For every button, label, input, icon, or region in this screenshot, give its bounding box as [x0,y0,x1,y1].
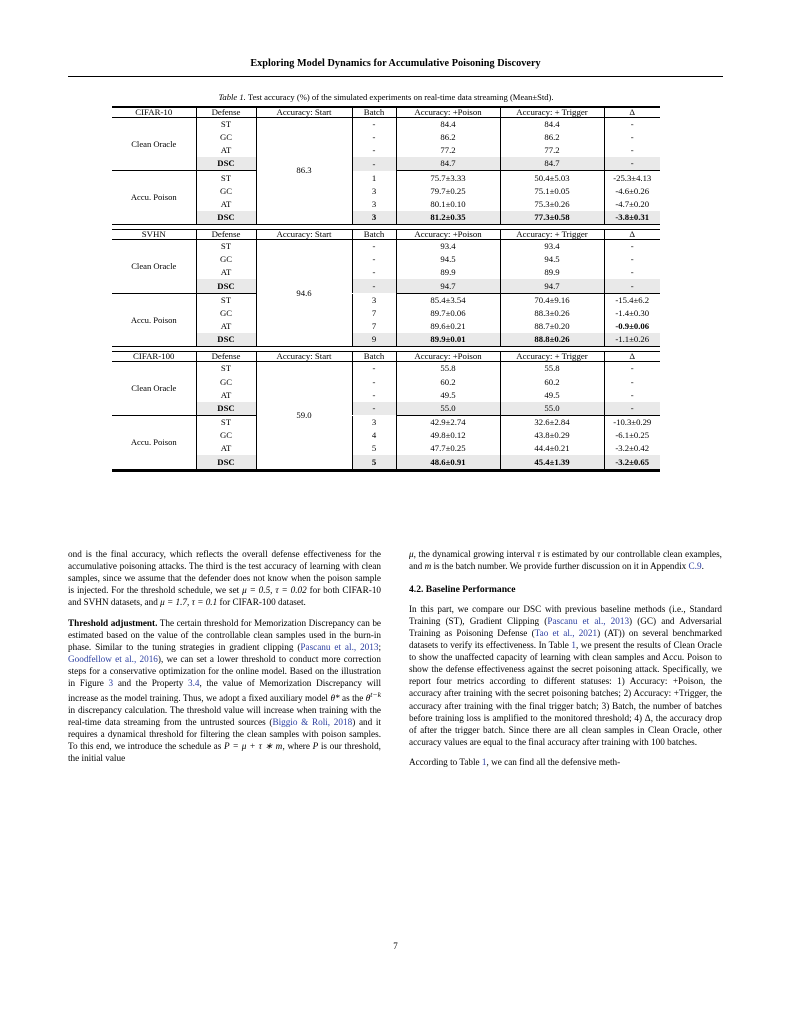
cell-batch: - [352,402,396,416]
text-run: ), we can set a lower threshold to conduct more correction steps for a conservative optimization for the online model. Based on the illustration in Figure [68,653,381,688]
cell-defense: AT [196,144,256,157]
dataset-name-header: CIFAR-100 [133,351,175,362]
column-header: Accuracy: + Trigger [500,230,604,239]
math-run: P = μ + τ ∗ m [223,741,283,752]
cell-batch: 3 [352,416,396,429]
table-row [112,362,660,375]
cell-delta: -10.3±0.29 [604,416,660,429]
cell-defense: ST [196,118,256,131]
body-column-left [68,548,381,764]
cell-accuracy-trigger: 75.1±0.05 [500,184,604,197]
cell-accuracy-poison: 75.7±3.33 [396,171,500,184]
cell-accuracy-poison: 77.2 [396,144,500,157]
text-run: and the Property [113,677,189,688]
cell-accuracy-poison: 79.7±0.25 [396,184,500,197]
table-row [112,171,660,184]
cell-delta: -3.2±0.65 [604,455,660,469]
cell-delta: - [604,402,660,416]
dataset-name-header: SVHN [141,229,166,240]
math-run: θ* [330,693,340,704]
column-header: Δ [604,108,660,117]
cell-accuracy-trigger: 77.3±0.58 [500,211,604,225]
table-reference-link[interactable]: 1 [481,757,487,768]
text-run: The certain threshold for Memorization Discrepancy can be estimated based on the value of the controllable clean samples used in the burn-in phase. Similar to the tuning strategies in gradient clipping ( [68,617,381,652]
cell-defense: DSC [196,279,256,293]
cell-defense: DSC [196,211,256,225]
cell-batch: - [352,253,396,266]
cell-accuracy-trigger: 94.5 [500,253,604,266]
citation-link[interactable]: Pascanu et al., 2013 [547,616,630,627]
text-run: , we present the results of Clean Oracle to show the unaffected capacity of learning with clean samples and Accu. Poison to show the defense effectiveness against the secret poisoning attack. Specifically, we report four metrics according to different statuses: 1) Accuracy: +Poison, the accuracy after training with the secret poisoning batches; 2) Accuracy: +Trigger, the accuracy after training with the final trigger batch; 3) Batch, the number of batches before training loss is amplified to the monitored threshold; 4) Δ, the accuracy drop of after the trigger batch. Since there are all clean samples in Clean Oracle, other accuracy values are equal to the final accuracy after training with 100 batches. [409,640,722,747]
cell-accuracy-trigger: 60.2 [500,375,604,388]
cell-batch: - [352,240,396,253]
column-header: Accuracy: Start [256,230,352,239]
cell-defense: GC [196,253,256,266]
citation-link[interactable]: Goodfellow et al., 2016 [68,653,158,664]
cell-accuracy-start: 94.6 [256,240,352,347]
page-number: 7 [393,941,398,951]
cell-batch: 1 [352,171,396,184]
paragraph-according-to-table [409,756,722,768]
cell-batch: - [352,362,396,375]
text-run: In this part, we compare our DSC with previous baseline methods (i.e., Standard Training (ST), Gradient Clipping ( [409,604,722,627]
row-group-label: Clean Oracle [131,138,177,149]
cell-batch: 5 [352,455,396,469]
paragraph-threshold-adjustment [68,617,381,765]
cell-accuracy-poison: 86.2 [396,131,500,144]
text-run: as the [339,693,366,704]
cell-delta: - [604,131,660,144]
cell-accuracy-poison: 81.2±0.35 [396,211,500,225]
column-header: Defense [196,352,256,361]
cell-accuracy-trigger: 75.3±0.26 [500,198,604,211]
row-group-label: Accu. Poison [130,192,177,203]
row-group-label: Clean Oracle [131,260,177,271]
cell-batch: - [352,389,396,402]
cell-accuracy-poison: 89.9±0.01 [396,333,500,347]
cell-accuracy-trigger: 86.2 [500,131,604,144]
cell-defense: DSC [196,402,256,416]
cell-batch: 5 [352,442,396,455]
row-group-label: Clean Oracle [131,383,177,394]
column-header: Batch [352,108,396,117]
column-header: Δ [604,230,660,239]
text-run: ; [378,641,382,652]
cell-accuracy-poison: 42.9±2.74 [396,416,500,429]
cell-accuracy-poison: 94.5 [396,253,500,266]
column-header: Accuracy: Start [256,108,352,117]
cell-accuracy-trigger: 88.3±0.26 [500,307,604,320]
cell-accuracy-poison: 49.5 [396,389,500,402]
cell-defense: ST [196,416,256,429]
column-header: Batch [352,352,396,361]
text-run: for both CIFAR-10 and SVHN datasets, and [68,585,382,608]
paragraph-schedule-continuation [409,548,722,572]
cell-delta: -1.1±0.26 [604,333,660,347]
cell-accuracy-poison: 89.9 [396,266,500,279]
cell-batch: 9 [352,333,396,347]
table-header-row [112,108,660,117]
cell-accuracy-trigger: 88.7±0.20 [500,320,604,333]
table-header-row [112,352,660,361]
cell-batch: 4 [352,429,396,442]
cell-defense: GC [196,184,256,197]
cell-accuracy-trigger: 84.7 [500,157,604,171]
math-run: τ [537,549,541,559]
cell-batch: - [352,118,396,131]
dataset-name-header: CIFAR-10 [135,106,173,117]
cell-delta: -4.6±0.26 [604,184,660,197]
text-run: in discrepancy calculation. The threshold value will increase when training with the real-time data streaming from the untrusted sources ( [68,705,381,728]
cell-accuracy-poison: 93.4 [396,240,500,253]
results-table [112,106,660,472]
column-header: Batch [352,230,396,239]
cell-accuracy-trigger: 45.4±1.39 [500,455,604,469]
column-header: Accuracy: +Poison [396,230,500,239]
citation-link[interactable]: Tao et al., 2021 [534,628,598,639]
cell-delta: -25.3±4.13 [604,171,660,184]
text-run: . [701,561,704,572]
cell-accuracy-poison: 48.6±0.91 [396,455,500,469]
citation-link[interactable]: Pascanu et al., 2013 [300,641,379,652]
table-row [112,240,660,253]
cell-delta: - [604,362,660,375]
cell-batch: - [352,144,396,157]
table-caption [112,92,660,103]
cell-defense: GC [196,375,256,388]
cell-defense: ST [196,362,256,375]
cell-accuracy-trigger: 55.0 [500,402,604,416]
table-row [112,416,660,429]
cell-delta: - [604,118,660,131]
cell-batch: 3 [352,294,396,307]
column-header: Accuracy: Start [256,352,352,361]
math-run: μ [409,549,414,559]
cell-accuracy-poison: 84.7 [396,157,500,171]
text-run: , where [282,741,313,752]
cell-accuracy-trigger: 84.4 [500,118,604,131]
column-header: Accuracy: + Trigger [500,352,604,361]
column-header: Defense [196,230,256,239]
cell-delta: -4.7±0.20 [604,198,660,211]
cell-defense: AT [196,320,256,333]
text-run: ond is the final accuracy, which reflects the overall defense effectiveness for the accumulative poisoning attacks. The third is the test accuracy of learning with clean samples, since we assume that the defender does not know when the poison sample is injected. For the threshold schedule, we set [68,549,381,596]
table-1-block [112,92,660,472]
cell-accuracy-trigger: 94.7 [500,279,604,293]
text-run: for CIFAR-100 dataset. [217,597,306,608]
row-group-label: Accu. Poison [130,314,177,325]
cell-defense: GC [196,307,256,320]
citation-link[interactable]: Biggio & Roli, 2018 [272,717,353,728]
math-run: P [312,741,319,752]
running-head-rule [68,76,723,77]
cell-batch: 3 [352,198,396,211]
cell-accuracy-poison: 94.7 [396,279,500,293]
table-caption-label: Table 1. [218,92,246,102]
column-header: Accuracy: + Trigger [500,108,604,117]
math-run: θ [365,693,371,704]
property-reference-link[interactable]: 3.4 [188,677,200,688]
cell-accuracy-trigger: 43.8±0.29 [500,429,604,442]
cell-delta: -15.4±6.2 [604,294,660,307]
cell-accuracy-poison: 84.4 [396,118,500,131]
cell-accuracy-poison: 47.7±0.25 [396,442,500,455]
cell-delta: - [604,240,660,253]
math-run: μ = 0.5, τ = 0.02 [242,585,307,596]
table-reference-link[interactable]: 1 [571,640,576,651]
paragraph-runin-heading: Threshold adjustment. [68,617,158,628]
cell-defense: AT [196,389,256,402]
cell-batch: - [352,279,396,293]
table-header-row [112,230,660,239]
cell-delta: - [604,253,660,266]
cell-accuracy-trigger: 88.8±0.26 [500,333,604,347]
figure-reference-link[interactable]: 3 [108,677,114,688]
cell-delta: - [604,279,660,293]
cell-accuracy-trigger: 77.2 [500,144,604,157]
cell-batch: 3 [352,211,396,225]
math-superscript: t−k [370,690,381,700]
cell-accuracy-poison: 80.1±0.10 [396,198,500,211]
running-head: Exploring Model Dynamics for Accumulative Poisoning Discovery [250,58,541,69]
cell-batch: - [352,131,396,144]
cell-batch: - [352,157,396,171]
cell-batch: 7 [352,320,396,333]
cell-accuracy-poison: 89.6±0.21 [396,320,500,333]
math-run: m [424,561,432,572]
cell-delta: -3.2±0.42 [604,442,660,455]
cell-defense: GC [196,131,256,144]
cell-accuracy-poison: 60.2 [396,375,500,388]
text-run: , the value of Memorization Discrepancy will increase as the model training. Thus, we adopt a fixed auxiliary model [68,677,381,704]
cell-batch: 3 [352,184,396,197]
cell-delta: - [604,157,660,171]
cell-delta: - [604,266,660,279]
column-header: Defense [196,108,256,117]
cell-defense: AT [196,266,256,279]
cell-delta: -3.8±0.31 [604,211,660,225]
cell-accuracy-poison: 49.8±0.12 [396,429,500,442]
cell-accuracy-poison: 55.0 [396,402,500,416]
table-row [112,118,660,131]
cell-accuracy-trigger: 55.8 [500,362,604,375]
math-run: μ = 1.7, τ = 0.1 [160,597,218,608]
cell-accuracy-trigger: 89.9 [500,266,604,279]
cell-defense: DSC [196,157,256,171]
text-run: is the batch number. We provide further discussion on it in Appendix [431,561,689,572]
column-header: Accuracy: +Poison [396,352,500,361]
text-run: ) (AT)) on several benchmarked datasets to verify its effectiveness. In Table [409,628,723,651]
text-run: According to Table [409,757,482,768]
cell-accuracy-poison: 55.8 [396,362,500,375]
row-group-label: Accu. Poison [130,436,177,447]
cell-accuracy-trigger: 70.4±9.16 [500,294,604,307]
text-run: is estimated by our controllable clean examples, and [409,549,722,572]
column-header: Δ [604,352,660,361]
cell-defense: GC [196,429,256,442]
text-run: ) and it requires a dynamical threshold for filtering the clean samples with poison samples. To this end, we introduce the schedule as [68,717,382,752]
column-header: Accuracy: +Poison [396,108,500,117]
cell-delta: - [604,144,660,157]
cell-accuracy-poison: 85.4±3.54 [396,294,500,307]
cell-delta: -6.1±0.25 [604,429,660,442]
cell-accuracy-trigger: 93.4 [500,240,604,253]
text-run: , we can find all the defensive meth- [486,757,621,768]
cell-batch: - [352,266,396,279]
table-row [112,294,660,307]
cell-defense: ST [196,240,256,253]
paragraph-baseline-performance [409,603,722,748]
cell-defense: DSC [196,333,256,347]
cell-defense: ST [196,171,256,184]
appendix-reference-link[interactable]: C.9 [688,561,702,572]
cell-accuracy-start: 59.0 [256,362,352,469]
cell-batch: - [352,375,396,388]
cell-defense: ST [196,294,256,307]
cell-defense: DSC [196,455,256,469]
cell-accuracy-trigger: 32.6±2.84 [500,416,604,429]
cell-delta: - [604,389,660,402]
cell-accuracy-trigger: 44.4±0.21 [500,442,604,455]
table-rule [112,471,660,472]
paragraph-continuation [68,548,381,608]
cell-accuracy-poison: 89.7±0.06 [396,307,500,320]
text-run: is our threshold, the initial value [68,741,381,764]
text-run: , the dynamical growing interval [413,549,538,559]
cell-accuracy-trigger: 49.5 [500,389,604,402]
section-heading-4-2: 4.2. Baseline Performance [409,584,516,596]
cell-batch: 7 [352,307,396,320]
cell-delta: -0.9±0.06 [604,320,660,333]
cell-delta: -1.4±0.30 [604,307,660,320]
cell-delta: - [604,375,660,388]
cell-accuracy-trigger: 50.4±5.03 [500,171,604,184]
body-column-right [409,548,722,768]
cell-accuracy-start: 86.3 [256,118,352,225]
cell-defense: AT [196,442,256,455]
table-caption-text: Test accuracy (%) of the simulated experiments on real-time data streaming (Mean±Std). [245,92,554,102]
cell-defense: AT [196,198,256,211]
text-run: ) (GC) and Adversarial Training as Poisoning Defense ( [409,616,722,639]
